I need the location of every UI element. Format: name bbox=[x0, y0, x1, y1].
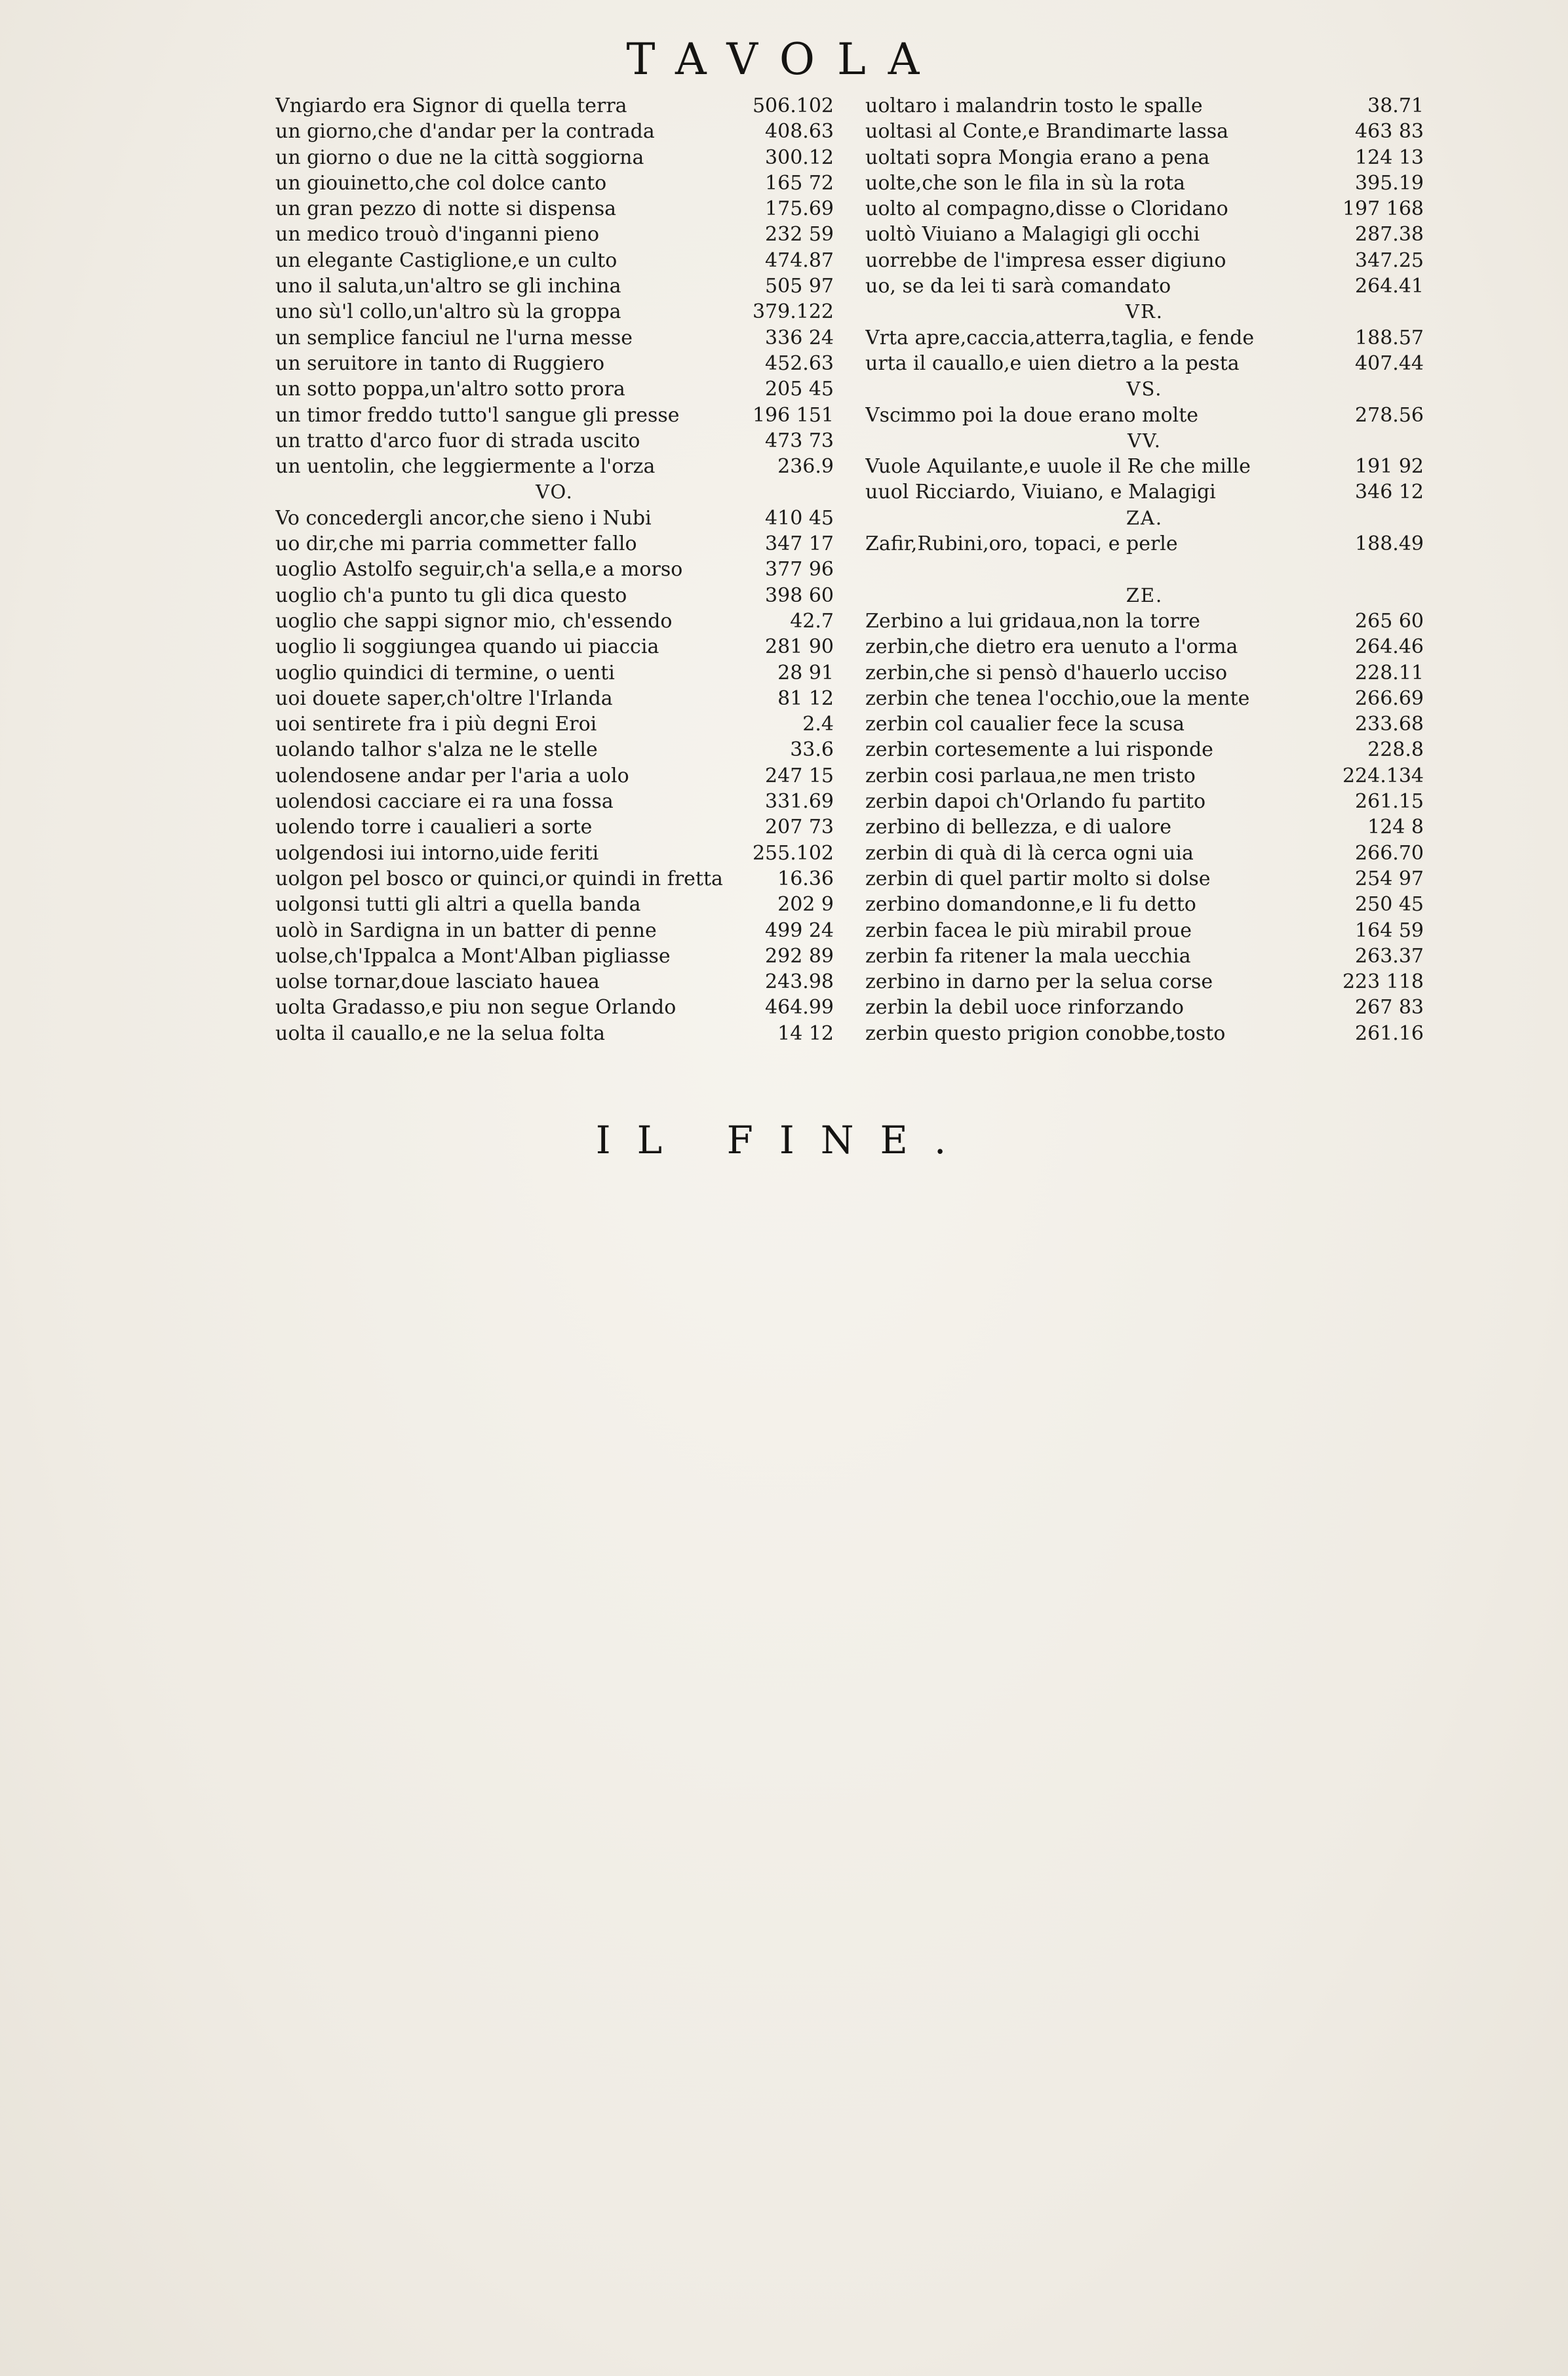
entry-reference: 287.38 bbox=[1355, 223, 1424, 247]
index-entry bbox=[275, 737, 834, 762]
entry-verse: Zerbino a lui gridaua,non la torre bbox=[865, 609, 1200, 633]
entry-verse: uorrebbe de l'impresa esser digiuno bbox=[865, 248, 1226, 272]
index-entry bbox=[865, 273, 1424, 299]
entry-reference: 243.98 bbox=[765, 970, 834, 994]
entry-verse: uoltò Viuiano a Malagigi gli occhi bbox=[865, 223, 1200, 247]
entry-reference: 14 12 bbox=[777, 1021, 834, 1045]
entry-verse: uolta Gradasso,e piu non segue Orlando bbox=[275, 996, 676, 1020]
index-entry bbox=[275, 119, 834, 144]
entry-reference: 346 12 bbox=[1355, 481, 1424, 504]
entry-reference: 347 17 bbox=[765, 532, 834, 556]
entry-verse: urta il cauallo,e uien dietro a la pesta bbox=[865, 351, 1240, 375]
entry-reference: 410 45 bbox=[765, 506, 834, 530]
entry-reference: 407.44 bbox=[1355, 351, 1424, 375]
entry-reference: 473 73 bbox=[765, 429, 834, 452]
section-heading: VR. bbox=[1126, 300, 1164, 323]
entry-reference: 395.19 bbox=[1355, 171, 1424, 195]
entry-verse: uoi sentirete fra i più degni Eroi bbox=[275, 713, 597, 736]
entry-verse: un gran pezzo di notte si dispensa bbox=[275, 197, 617, 221]
index-entry bbox=[865, 660, 1424, 686]
index-entry bbox=[275, 995, 834, 1020]
index-entry bbox=[275, 608, 834, 634]
index-entry bbox=[865, 454, 1424, 479]
entry-reference: 300.12 bbox=[765, 146, 834, 169]
entry-reference: 379.122 bbox=[752, 300, 834, 324]
entry-verse: zerbin cortesemente a lui risponde bbox=[865, 738, 1213, 762]
entry-reference: 278.56 bbox=[1355, 403, 1424, 427]
entry-reference: 197 168 bbox=[1342, 197, 1424, 221]
entry-reference: 165 72 bbox=[765, 171, 834, 195]
entry-verse: un giorno o due ne la città soggiorna bbox=[275, 146, 644, 169]
index-entry bbox=[275, 841, 834, 866]
index-entry bbox=[865, 119, 1424, 144]
entry-reference: 196 151 bbox=[752, 403, 834, 427]
entry-reference: 266.69 bbox=[1355, 686, 1424, 710]
entry-verse: Zafir,Rubini,oro, topaci, e perle bbox=[865, 532, 1178, 556]
entry-verse: zerbin fa ritener la mala uecchia bbox=[865, 944, 1191, 968]
entry-verse: zerbino domandonne,e li fu detto bbox=[865, 893, 1196, 917]
entry-verse: zerbin dapoi ch'Orlando fu partito bbox=[865, 790, 1206, 814]
entry-verse: uoglio che sappi signor mio, ch'essendo bbox=[275, 609, 673, 633]
entry-reference: 264.46 bbox=[1355, 635, 1424, 659]
entry-verse: un seruitore in tanto di Ruggiero bbox=[275, 351, 605, 375]
index-entry bbox=[275, 505, 834, 531]
entry-verse: un uentolin, che leggiermente a l'orza bbox=[275, 455, 656, 479]
entry-reference: 377 96 bbox=[765, 558, 834, 582]
index-entry bbox=[275, 196, 834, 222]
index-column-right bbox=[865, 93, 1424, 1046]
index-entry bbox=[865, 918, 1424, 943]
index-entry bbox=[865, 686, 1424, 711]
index-entry bbox=[865, 763, 1424, 789]
entry-reference: 265 60 bbox=[1355, 609, 1424, 633]
entry-reference: 228.11 bbox=[1355, 661, 1424, 684]
index-entry bbox=[275, 403, 834, 428]
section-heading: VO. bbox=[536, 481, 574, 504]
index-entry bbox=[275, 943, 834, 969]
index-entry bbox=[865, 170, 1424, 196]
entry-verse: un medico trouò d'inganni pieno bbox=[275, 223, 600, 247]
index-entry bbox=[275, 634, 834, 660]
entry-reference: 336 24 bbox=[765, 326, 834, 349]
entry-verse: zerbin cosi parlaua,ne men tristo bbox=[865, 764, 1196, 787]
entry-reference: 232 59 bbox=[765, 223, 834, 247]
index-entry bbox=[275, 711, 834, 737]
entry-verse: uoltati sopra Mongia erano a pena bbox=[865, 146, 1210, 169]
index-entry bbox=[275, 222, 834, 247]
entry-verse: zerbino in darno per la selua corse bbox=[865, 970, 1213, 994]
index-entry bbox=[275, 299, 834, 325]
entry-reference: 499 24 bbox=[765, 919, 834, 942]
end-mark: IL FINE. bbox=[595, 1118, 973, 1162]
index-entry bbox=[275, 1021, 834, 1046]
entry-verse: uolando talhor s'alza ne le stelle bbox=[275, 738, 598, 762]
section-heading: ZE. bbox=[1126, 584, 1164, 606]
entry-verse: un sotto poppa,un'altro sotto prora bbox=[275, 378, 625, 401]
entry-reference: 264.41 bbox=[1355, 275, 1424, 298]
entry-reference: 408.63 bbox=[765, 120, 834, 144]
entry-verse: Vscimmo poi la doue erano molte bbox=[865, 403, 1199, 427]
entry-reference: 42.7 bbox=[790, 609, 834, 633]
entry-verse: uolto al compagno,disse o Cloridano bbox=[865, 197, 1228, 221]
entry-reference: 292 89 bbox=[765, 944, 834, 968]
entry-reference: 205 45 bbox=[765, 378, 834, 401]
entry-verse: uolse,ch'Ippalca a Mont'Alban pigliasse bbox=[275, 944, 671, 968]
entry-verse: uolendosene andar per l'aria a uolo bbox=[275, 764, 629, 787]
index-entry bbox=[865, 608, 1424, 634]
entry-verse: uoglio quindici di termine, o uenti bbox=[275, 661, 615, 684]
entry-verse: uolgonsi tutti gli altri a quella banda bbox=[275, 893, 641, 917]
entry-verse: zerbin,che dietro era uenuto a l'orma bbox=[865, 635, 1238, 659]
entry-reference: 223 118 bbox=[1342, 970, 1424, 994]
index-entry bbox=[865, 145, 1424, 170]
entry-verse: uolte,che son le fila in sù la rota bbox=[865, 171, 1186, 195]
entry-verse: un semplice fanciul ne l'urna messe bbox=[275, 326, 633, 349]
index-entry bbox=[865, 403, 1424, 428]
entry-verse: uoglio Astolfo seguir,ch'a sella,e a morso bbox=[275, 558, 683, 582]
index-entry bbox=[275, 557, 834, 582]
entry-verse: zerbin che tenea l'occhio,oue la mente bbox=[865, 686, 1250, 710]
index-entry bbox=[865, 479, 1424, 505]
entry-reference: 261.16 bbox=[1355, 1021, 1424, 1045]
entry-reference: 505 97 bbox=[765, 275, 834, 298]
entry-reference: 81 12 bbox=[777, 686, 834, 710]
entry-verse: zerbin la debil uoce rinforzando bbox=[865, 996, 1184, 1020]
entry-reference: 188.49 bbox=[1355, 532, 1424, 556]
index-entry bbox=[275, 93, 834, 119]
index-entry bbox=[865, 196, 1424, 222]
index-entry bbox=[275, 866, 834, 892]
index-entry bbox=[865, 248, 1424, 273]
entry-verse: uoglio ch'a punto tu gli dica questo bbox=[275, 584, 627, 607]
index-entry bbox=[275, 273, 834, 299]
entry-verse: zerbin,che si pensò d'hauerlo ucciso bbox=[865, 661, 1228, 684]
entry-verse: uno sù'l collo,un'altro sù la groppa bbox=[275, 300, 621, 324]
entry-reference: 124 8 bbox=[1367, 816, 1424, 839]
entry-verse: uoglio li soggiungea quando ui piaccia bbox=[275, 635, 659, 659]
entry-reference: 33.6 bbox=[790, 738, 834, 762]
entry-reference: 261.15 bbox=[1355, 790, 1424, 814]
index-entry bbox=[275, 325, 834, 351]
index-entry bbox=[275, 583, 834, 608]
entry-verse: zerbino di bellezza, e di ualore bbox=[865, 816, 1172, 839]
index-entry bbox=[275, 814, 834, 840]
index-entry bbox=[275, 531, 834, 557]
entry-verse: un timor freddo tutto'l sangue gli presse bbox=[275, 403, 680, 427]
index-entry bbox=[275, 170, 834, 196]
index-entry bbox=[275, 969, 834, 995]
index-entry bbox=[865, 892, 1424, 917]
index-entry bbox=[865, 325, 1424, 351]
entry-verse: Vuole Aquilante,e uuole il Re che mille bbox=[865, 455, 1251, 479]
index-entry bbox=[865, 814, 1424, 840]
entry-verse: uolendo torre i caualieri a sorte bbox=[275, 816, 593, 839]
index-entry bbox=[865, 711, 1424, 737]
entry-reference: 281 90 bbox=[765, 635, 834, 659]
entry-reference: 452.63 bbox=[765, 351, 834, 375]
entry-reference: 255.102 bbox=[752, 841, 834, 865]
entry-verse: uolse tornar,doue lasciato hauea bbox=[275, 970, 600, 994]
index-entry bbox=[275, 428, 834, 454]
entry-reference: 164 59 bbox=[1355, 919, 1424, 942]
index-entry bbox=[865, 634, 1424, 660]
entry-reference: 236.9 bbox=[777, 455, 834, 479]
entry-reference: 247 15 bbox=[765, 764, 834, 787]
index-entry bbox=[275, 351, 834, 376]
index-entry bbox=[865, 841, 1424, 866]
entry-reference: 16.36 bbox=[777, 867, 834, 890]
section-heading: ZA. bbox=[1126, 506, 1164, 529]
entry-reference: 331.69 bbox=[765, 790, 834, 814]
entry-verse: Vngiardo era Signor di quella terra bbox=[275, 94, 627, 117]
index-entry bbox=[275, 248, 834, 273]
entry-reference: 254 97 bbox=[1355, 867, 1424, 890]
entry-verse: zerbin facea le più mirabil proue bbox=[865, 919, 1192, 942]
index-entry bbox=[865, 995, 1424, 1020]
entry-verse: uolendosi cacciare ei ra una fossa bbox=[275, 790, 614, 814]
entry-verse: un elegante Castiglione,e un culto bbox=[275, 248, 617, 272]
blank-line bbox=[865, 557, 1424, 582]
entry-reference: 267 83 bbox=[1355, 996, 1424, 1020]
entry-reference: 188.57 bbox=[1355, 326, 1424, 349]
index-entry bbox=[865, 866, 1424, 892]
index-entry bbox=[865, 222, 1424, 247]
index-entry bbox=[275, 763, 834, 789]
entry-verse: un giouinetto,che col dolce canto bbox=[275, 171, 607, 195]
entry-reference: 175.69 bbox=[765, 197, 834, 221]
entry-verse: uno il saluta,un'altro se gli inchina bbox=[275, 275, 621, 298]
entry-verse: un giorno,che d'andar per la contrada bbox=[275, 120, 655, 144]
entry-verse: uolò in Sardigna in un batter di penne bbox=[275, 919, 657, 942]
entry-verse: Vo concedergli ancor,che sieno i Nubi bbox=[275, 506, 652, 530]
entry-reference: 250 45 bbox=[1355, 893, 1424, 917]
index-column-left bbox=[275, 93, 834, 1046]
entry-verse: Vrta apre,caccia,atterra,taglia, e fende bbox=[865, 326, 1255, 349]
entry-reference: 191 92 bbox=[1355, 455, 1424, 479]
index-entry bbox=[275, 660, 834, 686]
index-entry bbox=[865, 789, 1424, 814]
entry-reference: 202 9 bbox=[777, 893, 834, 917]
entry-verse: uo dir,che mi parria commetter fallo bbox=[275, 532, 637, 556]
index-entry bbox=[865, 1021, 1424, 1046]
index-entry bbox=[865, 351, 1424, 376]
entry-reference: 207 73 bbox=[765, 816, 834, 839]
index-entry bbox=[275, 686, 834, 711]
entry-verse: zerbin di quà di là cerca ogni uia bbox=[865, 841, 1194, 865]
index-entry bbox=[275, 918, 834, 943]
entry-verse: un tratto d'arco fuor di strada uscito bbox=[275, 429, 640, 452]
index-entry bbox=[865, 93, 1424, 119]
index-entry bbox=[275, 454, 834, 479]
entry-reference: 224.134 bbox=[1342, 764, 1424, 787]
index-entry bbox=[275, 789, 834, 814]
section-heading: VV. bbox=[1127, 429, 1162, 452]
entry-verse: zerbin col caualier fece la scusa bbox=[865, 713, 1185, 736]
entry-reference: 228.8 bbox=[1367, 738, 1424, 762]
entry-reference: 38.71 bbox=[1367, 94, 1424, 117]
entry-verse: uolgon pel bosco or quinci,or quindi in fretta bbox=[275, 867, 723, 890]
entry-reference: 347.25 bbox=[1355, 248, 1424, 272]
entry-reference: 233.68 bbox=[1355, 713, 1424, 736]
index-entry bbox=[865, 943, 1424, 969]
entry-reference: 464.99 bbox=[765, 996, 834, 1020]
entry-verse: uo, se da lei ti sarà comandato bbox=[865, 275, 1171, 298]
entry-reference: 124 13 bbox=[1355, 146, 1424, 169]
entry-reference: 28 91 bbox=[777, 661, 834, 684]
entry-verse: uoltaro i malandrin tosto le spalle bbox=[865, 94, 1203, 117]
index-entry bbox=[275, 376, 834, 402]
entry-reference: 506.102 bbox=[752, 94, 834, 117]
entry-reference: 2.4 bbox=[802, 713, 834, 736]
entry-reference: 474.87 bbox=[765, 248, 834, 272]
entry-verse: uolta il cauallo,e ne la selua folta bbox=[275, 1021, 605, 1045]
section-heading: VS. bbox=[1126, 378, 1163, 401]
entry-reference: 266.70 bbox=[1355, 841, 1424, 865]
entry-verse: zerbin questo prigion conobbe,tosto bbox=[865, 1021, 1226, 1045]
entry-verse: uoltasi al Conte,e Brandimarte lassa bbox=[865, 120, 1229, 144]
entry-reference: 463 83 bbox=[1355, 120, 1424, 144]
entry-reference: 398 60 bbox=[765, 584, 834, 607]
index-entry bbox=[865, 969, 1424, 995]
page-title: TAVOLA bbox=[626, 34, 942, 85]
index-entry bbox=[865, 737, 1424, 762]
entry-verse: uoi douete saper,ch'oltre l'Irlanda bbox=[275, 686, 613, 710]
index-entry bbox=[275, 145, 834, 170]
entry-verse: uuol Ricciardo, Viuiano, e Malagigi bbox=[865, 481, 1216, 504]
index-entry bbox=[275, 892, 834, 917]
entry-verse: uolgendosi iui intorno,uide feriti bbox=[275, 841, 599, 865]
index-entry bbox=[865, 531, 1424, 557]
entry-reference: 263.37 bbox=[1355, 944, 1424, 968]
entry-verse: zerbin di quel partir molto si dolse bbox=[865, 867, 1211, 890]
